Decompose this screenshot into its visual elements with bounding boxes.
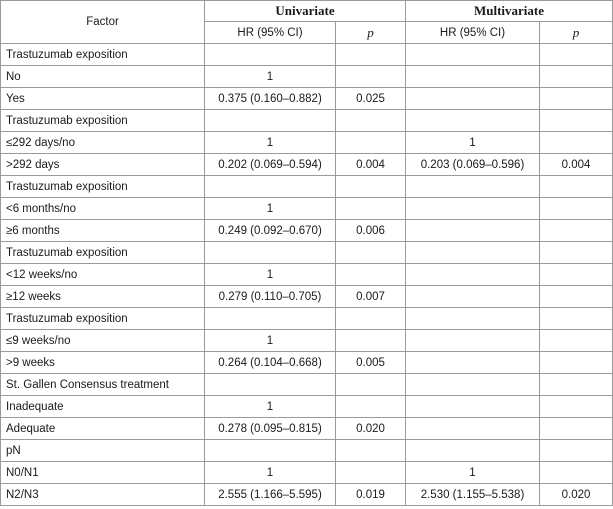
multivariate-p-cell — [540, 88, 613, 110]
factor-cell: <12 weeks/no — [1, 264, 205, 286]
univariate-header: Univariate — [205, 1, 406, 22]
factor-cell: Trastuzumab exposition — [1, 308, 205, 330]
table-row — [1, 484, 613, 506]
table-row — [1, 308, 613, 330]
multivariate-hr-cell — [406, 220, 540, 242]
factor-cell: >292 days — [1, 154, 205, 176]
table-row — [1, 352, 613, 374]
multivariate-p-cell — [540, 264, 613, 286]
table-header — [1, 1, 613, 44]
factor-cell: >9 weeks — [1, 352, 205, 374]
univariate-p-cell — [336, 66, 406, 88]
univariate-p-cell — [336, 44, 406, 66]
univariate-p-cell — [336, 440, 406, 462]
multivariate-p-cell — [540, 132, 613, 154]
table-row — [1, 264, 613, 286]
univariate-p-cell — [336, 264, 406, 286]
multivariate-p-cell — [540, 44, 613, 66]
univariate-hr-header: HR (95% CI) — [205, 22, 336, 44]
multivariate-p-cell — [540, 374, 613, 396]
multivariate-p-cell — [540, 286, 613, 308]
univariate-p-cell: 0.005 — [336, 352, 406, 374]
table-row — [1, 242, 613, 264]
factor-cell: Inadequate — [1, 396, 205, 418]
univariate-p-cell: 0.025 — [336, 88, 406, 110]
univariate-hr-cell: 1 — [205, 396, 336, 418]
univariate-hr-cell — [205, 110, 336, 132]
multivariate-hr-cell — [406, 308, 540, 330]
table-row — [1, 440, 613, 462]
table-row — [1, 88, 613, 110]
multivariate-p-cell — [540, 440, 613, 462]
table-row — [1, 330, 613, 352]
univariate-p-cell — [336, 176, 406, 198]
table-row — [1, 66, 613, 88]
univariate-p-cell: 0.004 — [336, 154, 406, 176]
univariate-p-cell — [336, 198, 406, 220]
multivariate-hr-cell — [406, 396, 540, 418]
multivariate-hr-cell — [406, 66, 540, 88]
univariate-hr-cell: 0.375 (0.160–0.882) — [205, 88, 336, 110]
univariate-hr-cell: 1 — [205, 462, 336, 484]
univariate-hr-cell: 0.249 (0.092–0.670) — [205, 220, 336, 242]
factor-cell: Trastuzumab exposition — [1, 176, 205, 198]
multivariate-hr-cell — [406, 286, 540, 308]
factor-cell: Trastuzumab exposition — [1, 44, 205, 66]
univariate-p-cell — [336, 132, 406, 154]
univariate-p-cell: 0.020 — [336, 418, 406, 440]
univariate-p-cell: 0.006 — [336, 220, 406, 242]
multivariate-header: Multivariate — [406, 1, 613, 22]
factor-cell: <6 months/no — [1, 198, 205, 220]
univariate-p-cell: 0.019 — [336, 484, 406, 506]
factor-cell: No — [1, 66, 205, 88]
factor-header: Factor — [1, 1, 205, 44]
factor-cell: Trastuzumab exposition — [1, 110, 205, 132]
univariate-hr-cell: 0.279 (0.110–0.705) — [205, 286, 336, 308]
multivariate-p-cell: 0.020 — [540, 484, 613, 506]
univariate-p-cell — [336, 462, 406, 484]
multivariate-p-cell — [540, 308, 613, 330]
multivariate-p-cell — [540, 330, 613, 352]
multivariate-hr-cell: 1 — [406, 132, 540, 154]
multivariate-hr-cell — [406, 374, 540, 396]
univariate-hr-cell: 2.555 (1.166–5.595) — [205, 484, 336, 506]
multivariate-p-cell: 0.004 — [540, 154, 613, 176]
table-row — [1, 198, 613, 220]
factor-cell: ≥12 weeks — [1, 286, 205, 308]
multivariate-p-cell — [540, 242, 613, 264]
table-row — [1, 176, 613, 198]
univariate-p-cell — [336, 330, 406, 352]
multivariate-hr-cell: 2.530 (1.155–5.538) — [406, 484, 540, 506]
factor-cell: St. Gallen Consensus treatment — [1, 374, 205, 396]
multivariate-hr-cell — [406, 418, 540, 440]
factor-cell: ≥6 months — [1, 220, 205, 242]
multivariate-p-cell — [540, 198, 613, 220]
multivariate-hr-cell — [406, 352, 540, 374]
table-row — [1, 132, 613, 154]
univariate-hr-cell: 1 — [205, 198, 336, 220]
univariate-hr-cell: 1 — [205, 330, 336, 352]
header-row-groups — [1, 1, 613, 22]
factor-cell: ≤292 days/no — [1, 132, 205, 154]
multivariate-p-cell — [540, 110, 613, 132]
multivariate-hr-cell — [406, 110, 540, 132]
table-row — [1, 44, 613, 66]
univariate-hr-cell: 1 — [205, 132, 336, 154]
univariate-p-cell — [336, 308, 406, 330]
factor-cell: N0/N1 — [1, 462, 205, 484]
multivariate-hr-cell — [406, 88, 540, 110]
table-body — [1, 44, 613, 506]
univariate-hr-cell — [205, 242, 336, 264]
univariate-p-cell — [336, 110, 406, 132]
table-row — [1, 396, 613, 418]
univariate-p-header: p — [336, 22, 406, 44]
table-row — [1, 462, 613, 484]
factor-cell: ≤9 weeks/no — [1, 330, 205, 352]
univariate-hr-cell — [205, 44, 336, 66]
univariate-hr-cell — [205, 176, 336, 198]
table-row — [1, 418, 613, 440]
factor-cell: Adequate — [1, 418, 205, 440]
multivariate-p-cell — [540, 220, 613, 242]
univariate-p-cell — [336, 374, 406, 396]
univariate-hr-cell: 0.202 (0.069–0.594) — [205, 154, 336, 176]
multivariate-hr-cell — [406, 330, 540, 352]
multivariate-hr-cell — [406, 264, 540, 286]
multivariate-hr-cell: 0.203 (0.069–0.596) — [406, 154, 540, 176]
multivariate-p-header: p — [540, 22, 613, 44]
univariate-hr-cell — [205, 308, 336, 330]
factor-cell: N2/N3 — [1, 484, 205, 506]
univariate-hr-cell: 0.278 (0.095–0.815) — [205, 418, 336, 440]
table-row — [1, 374, 613, 396]
multivariate-p-cell — [540, 352, 613, 374]
univariate-hr-cell: 1 — [205, 66, 336, 88]
table-row — [1, 286, 613, 308]
factor-cell: pN — [1, 440, 205, 462]
multivariate-hr-cell — [406, 440, 540, 462]
univariate-hr-cell: 0.264 (0.104–0.668) — [205, 352, 336, 374]
table-row — [1, 110, 613, 132]
univariate-p-cell: 0.007 — [336, 286, 406, 308]
multivariate-hr-cell — [406, 198, 540, 220]
univariate-p-cell — [336, 242, 406, 264]
univariate-hr-cell — [205, 440, 336, 462]
univariate-p-cell — [336, 396, 406, 418]
multivariate-p-cell — [540, 462, 613, 484]
multivariate-hr-cell — [406, 44, 540, 66]
multivariate-hr-cell — [406, 176, 540, 198]
univariate-hr-cell: 1 — [205, 264, 336, 286]
multivariate-p-cell — [540, 66, 613, 88]
multivariate-hr-header: HR (95% CI) — [406, 22, 540, 44]
table-row — [1, 154, 613, 176]
univariate-hr-cell — [205, 374, 336, 396]
multivariate-hr-cell — [406, 242, 540, 264]
table-row — [1, 220, 613, 242]
multivariate-p-cell — [540, 418, 613, 440]
factor-cell: Trastuzumab exposition — [1, 242, 205, 264]
multivariate-p-cell — [540, 176, 613, 198]
multivariate-hr-cell: 1 — [406, 462, 540, 484]
multivariate-p-cell — [540, 396, 613, 418]
factor-cell: Yes — [1, 88, 205, 110]
